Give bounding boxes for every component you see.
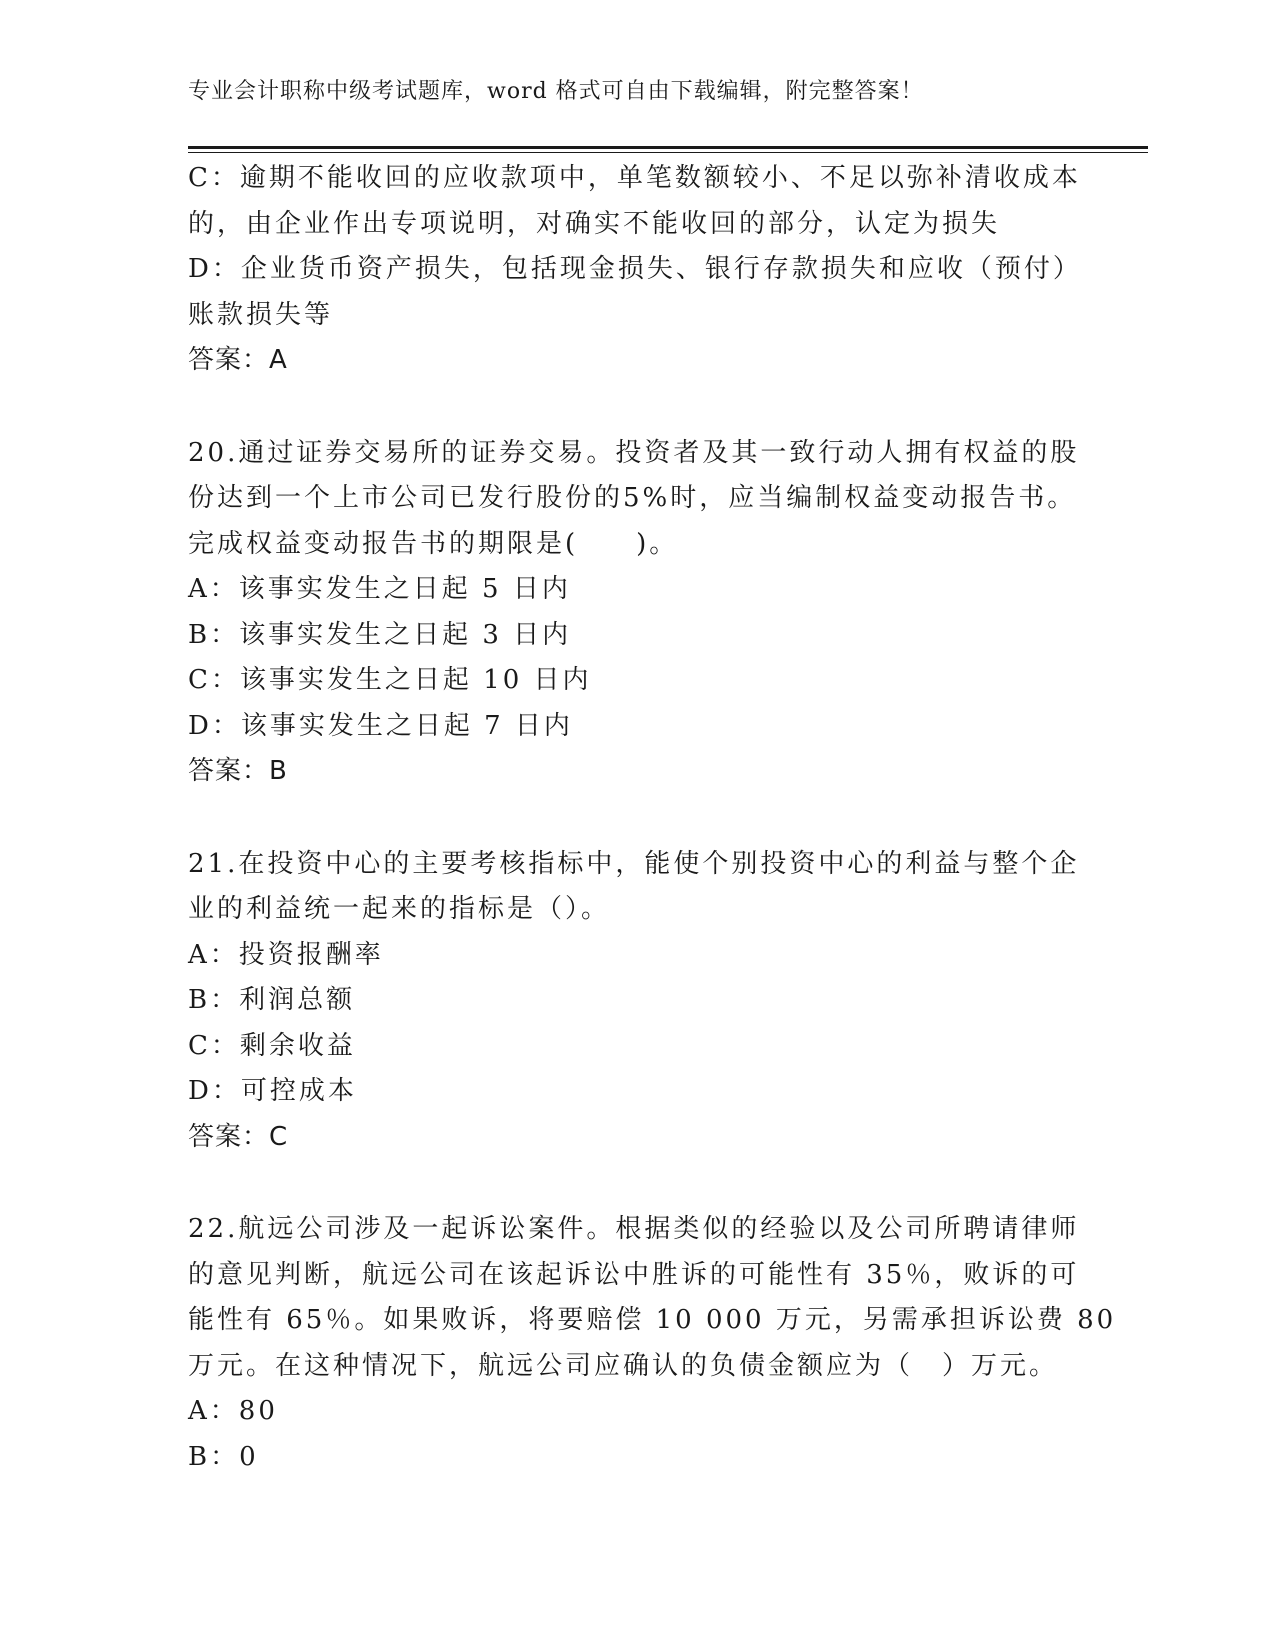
question-stem-line-3: 能性有 65％。如果败诉，将要赔偿 10 000 万元，另需承担诉讼费 80 xyxy=(188,1305,1117,1335)
question-content xyxy=(188,156,1117,1480)
question-stem-line-2: 份达到一个上市公司已发行股份的5%时，应当编制权益变动报告书。 xyxy=(188,483,1077,513)
option-d: D：可控成本 xyxy=(188,1076,357,1106)
page-header: 专业会计职称中级考试题库，word 格式可自由下载编辑，附完整答案！ xyxy=(188,79,924,104)
question-block-22 xyxy=(188,1207,1117,1480)
option-a: A：投资报酬率 xyxy=(188,939,384,970)
question-stem-line-3: 完成权益变动报告书的期限是( )。 xyxy=(188,528,679,559)
answer-line: 答案：A xyxy=(188,345,288,375)
question-stem-line-1: 22.航远公司涉及一起诉讼案件。根据类似的经验以及公司所聘请律师 xyxy=(188,1214,1080,1244)
option-b: B：该事实发生之日起 3 日内 xyxy=(188,619,572,650)
answer-line: 答案：C xyxy=(188,1121,289,1152)
option-b: B：利润总额 xyxy=(188,985,356,1015)
question-stem-line-2: 的意见判断，航远公司在该起诉讼中胜诉的可能性有 35％，败诉的可 xyxy=(188,1259,1080,1290)
option-a: A：该事实发生之日起 5 日内 xyxy=(188,574,571,604)
option-c: C：该事实发生之日起 10 日内 xyxy=(188,665,592,695)
option-c-line-1: C：逾期不能收回的应收款项中，单笔数额较小、不足以弥补清收成本 xyxy=(188,163,1081,193)
question-block-21 xyxy=(188,842,1088,1161)
question-block-19 xyxy=(188,156,1088,384)
option-c-line-2: 的，由企业作出专项说明，对确实不能收回的部分，认定为损失 xyxy=(188,208,1001,239)
answer-line: 答案：B xyxy=(188,756,288,786)
question-stem-line-1: 20.通过证券交易所的证券交易。投资者及其一致行动人拥有权益的股 xyxy=(188,437,1080,468)
question-stem-line-4: 万元。在这种情况下，航远公司应确认的负债金额应为（ ）万元。 xyxy=(188,1350,1059,1381)
question-stem-line-2: 业的利益统一起来的指标是（）。 xyxy=(188,894,611,924)
option-a: A：80 xyxy=(188,1396,278,1426)
option-d-line-1: D：企业货币资产损失，包括现金损失、银行存款损失和应收（预付） xyxy=(188,254,1082,284)
option-d: D：该事实发生之日起 7 日内 xyxy=(188,710,573,741)
question-stem-line-1: 21.在投资中心的主要考核指标中，能使个别投资中心的利益与整个企 xyxy=(188,848,1080,879)
question-block-20 xyxy=(188,431,1088,795)
option-d-line-2: 账款损失等 xyxy=(188,299,334,330)
header-rule-thick xyxy=(188,146,1148,149)
option-c: C：剩余收益 xyxy=(188,1030,356,1061)
option-b: B：0 xyxy=(188,1441,259,1472)
header-rule-thin xyxy=(188,152,1148,153)
